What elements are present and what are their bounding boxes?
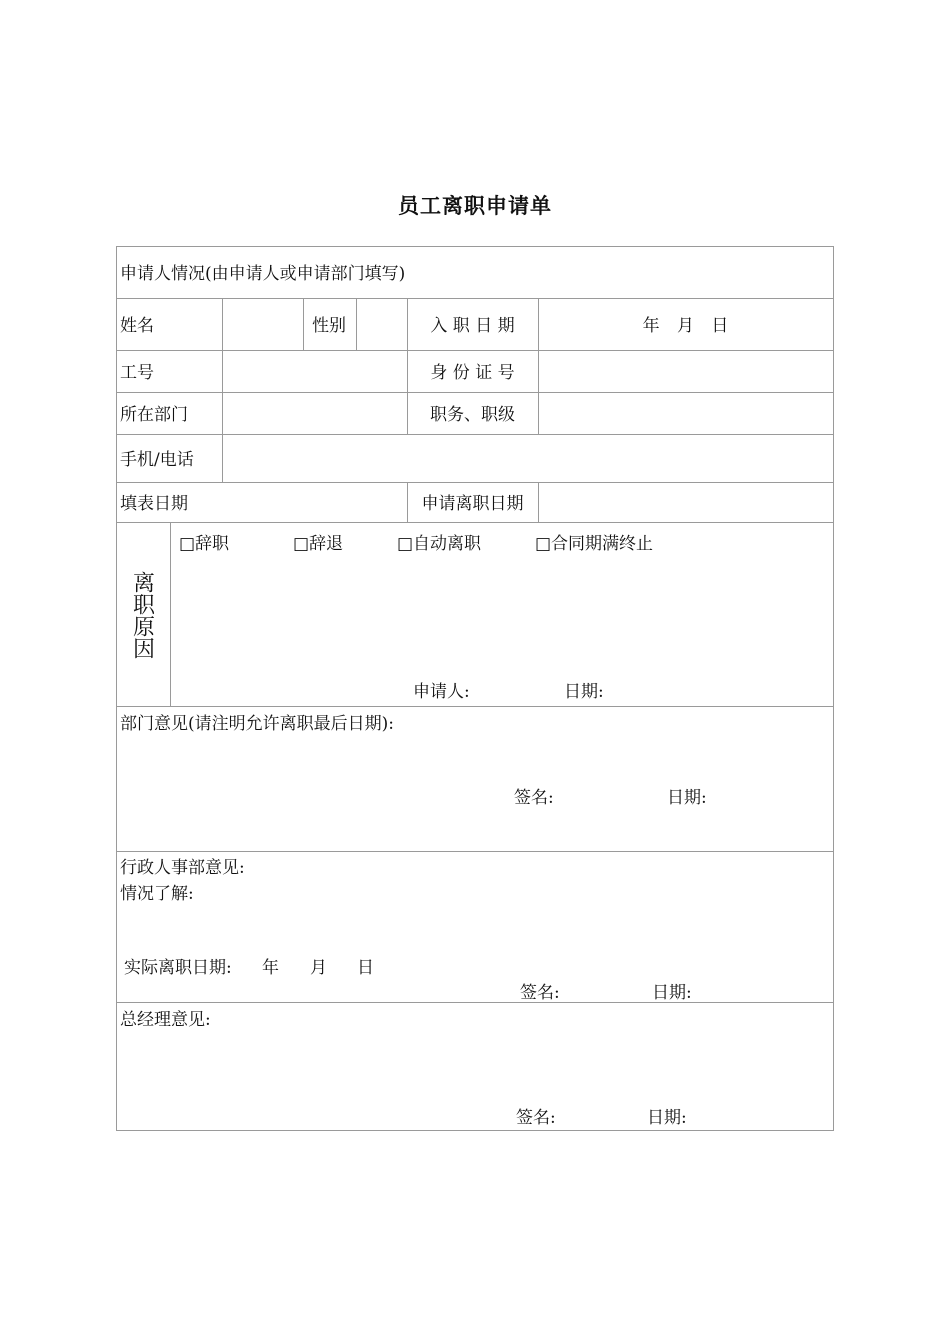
- hr-opinion-label: 行政人事部意见:: [120, 858, 245, 878]
- option-resign[interactable]: □辞职: [179, 534, 230, 554]
- option-contract-end[interactable]: □合同期满终止: [535, 534, 654, 554]
- reason-applicant-label: 申请人:: [413, 682, 470, 702]
- applicant-section-label: 申请人情况(由申请人或申请部门填写): [120, 264, 406, 284]
- grid-line: [116, 482, 834, 483]
- id-number-label: 身 份 证 号: [430, 363, 515, 383]
- hr-sign-label: 签名:: [520, 983, 560, 1003]
- grid-line: [116, 706, 834, 707]
- grid-line: [116, 851, 834, 852]
- gm-sign-label: 签名:: [516, 1108, 556, 1128]
- department-label: 所在部门: [120, 405, 188, 425]
- grid-line: [116, 1002, 834, 1003]
- fill-date-label: 填表日期: [120, 494, 188, 514]
- reason-label: 离职原因: [129, 570, 155, 659]
- grid-line: [303, 298, 304, 350]
- grid-line: [222, 298, 223, 350]
- grid-line: [116, 246, 834, 247]
- actual-year-label: 年: [262, 958, 279, 978]
- gender-label: 性别: [312, 316, 346, 336]
- grid-line: [170, 522, 171, 706]
- name-label: 姓名: [120, 316, 154, 336]
- hr-date-label: 日期:: [652, 983, 692, 1003]
- hire-date-label: 入 职 日 期: [430, 316, 515, 336]
- form-title: 员工离职申请单: [398, 194, 552, 218]
- gm-opinion-label: 总经理意见:: [120, 1010, 211, 1030]
- grid-line: [116, 1130, 834, 1131]
- grid-line: [222, 350, 223, 434]
- actual-day-label: 日: [357, 958, 374, 978]
- dept-sign-label: 签名:: [514, 788, 554, 808]
- leave-date-label: 申请离职日期: [421, 494, 524, 514]
- position-label: 职务、职级: [430, 405, 515, 425]
- grid-line: [833, 246, 834, 1131]
- grid-line: [538, 350, 539, 434]
- employee-id-label: 工号: [120, 363, 154, 383]
- hire-date-value[interactable]: 年 月 日: [642, 316, 729, 336]
- grid-line: [116, 350, 834, 351]
- actual-leave-date-label: 实际离职日期:: [124, 958, 232, 978]
- grid-line: [356, 298, 357, 350]
- grid-line: [116, 434, 834, 435]
- grid-line: [116, 392, 834, 393]
- grid-line: [538, 482, 539, 522]
- resignation-form: [116, 246, 834, 1131]
- actual-month-label: 月: [310, 958, 327, 978]
- option-dismissed[interactable]: □辞退: [293, 534, 344, 554]
- reason-label-cell: [116, 523, 168, 706]
- hr-situation-label: 情况了解:: [120, 884, 194, 904]
- grid-line: [116, 522, 834, 523]
- dept-date-label: 日期:: [667, 788, 707, 808]
- gm-date-label: 日期:: [647, 1108, 687, 1128]
- grid-line: [222, 434, 223, 482]
- option-absent-leave[interactable]: □自动离职: [397, 534, 482, 554]
- dept-opinion-label: 部门意见(请注明允许离职最后日期):: [120, 714, 394, 734]
- grid-line: [116, 298, 834, 299]
- reason-date-label: 日期:: [564, 682, 604, 702]
- phone-label: 手机/电话: [120, 450, 194, 470]
